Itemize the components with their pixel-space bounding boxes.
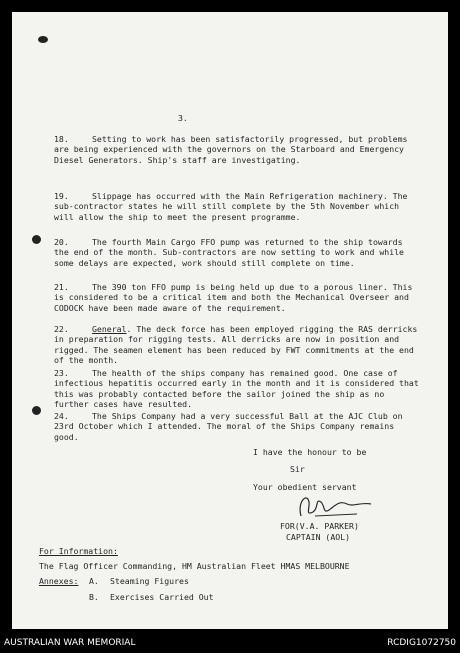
paragraph-text: The fourth Main Cargo FFO pump was returned to the ship towards the end of the month. Sub-contractors are now setting to work and while some delays are expected, work should still complete on time. bbox=[54, 237, 404, 268]
paragraph-22 bbox=[54, 324, 422, 366]
annex-a-letter: A. bbox=[89, 576, 99, 586]
closing-sir: Sir bbox=[290, 464, 305, 474]
paragraph-number: 20. bbox=[54, 237, 69, 247]
information-heading: For Information: bbox=[39, 546, 118, 556]
paragraph-23 bbox=[54, 368, 422, 410]
paragraph-text: . The deck force has been employed rigging the RAS derricks in preparation for rigging tests. All derricks are now in position and rigged. The seamen element has been reduced by FWT commitments at the end of the month. bbox=[54, 324, 418, 366]
footer-bar bbox=[0, 634, 460, 653]
paragraph-19 bbox=[54, 191, 422, 222]
paragraph-21 bbox=[54, 282, 422, 313]
signatory-rank: CAPTAIN (AOL) bbox=[286, 532, 351, 542]
annexes-label: Annexes: bbox=[39, 576, 79, 586]
paragraph-text: Setting to work has been satisfactorily progressed, but problems are being experienced with the governors on the Starboard and Emergency Diesel Generators. Ship's staff are investigating. bbox=[54, 134, 408, 165]
paragraph-number: 23. bbox=[54, 368, 69, 378]
handwritten-signature bbox=[295, 492, 375, 522]
paragraph-text: The health of the ships company has remained good. One case of infectious hepatitis occurred early in the month and it is considered that this was probably contacted before the sailor joined the ship as no further cases have resulted. bbox=[54, 368, 419, 410]
page-number: 3. bbox=[178, 113, 188, 123]
paragraph-number: 19. bbox=[54, 191, 69, 201]
paragraph-heading: General bbox=[92, 324, 127, 334]
paragraph-number: 21. bbox=[54, 282, 69, 292]
paragraph-18 bbox=[54, 134, 422, 165]
paragraph-text: Slippage has occurred with the Main Refrigeration machinery. The sub-contractor states he will still complete by the 5th November which will allow the ship to meet the present programme. bbox=[54, 191, 408, 222]
closing-servant: Your obedient servant bbox=[253, 482, 357, 492]
annex-b-title: Exercises Carried Out bbox=[110, 592, 214, 602]
paragraph-number: 22. bbox=[54, 324, 69, 334]
paragraph-number: 18. bbox=[54, 134, 69, 144]
punch-hole-mark bbox=[32, 406, 41, 415]
signatory-name: FOR(V.A. PARKER) bbox=[280, 521, 359, 531]
punch-hole-mark bbox=[32, 235, 41, 244]
footer-source: AUSTRALIAN WAR MEMORIAL bbox=[4, 638, 136, 648]
paragraph-24 bbox=[54, 411, 422, 442]
footer-reference: RCDIG1072750 bbox=[387, 638, 456, 648]
paragraph-20 bbox=[54, 237, 422, 268]
paragraph-text: The Ships Company had a very successful Ball at the AJC Club on 23rd October which I attended. The moral of the Ships Company remains good. bbox=[54, 411, 403, 442]
document-page bbox=[12, 12, 448, 629]
paragraph-number: 24. bbox=[54, 411, 69, 421]
annex-b-letter: B. bbox=[89, 592, 99, 602]
closing-honour: I have the honour to be bbox=[253, 447, 367, 457]
information-recipient: The Flag Officer Commanding, HM Australian Fleet HMAS MELBOURNE bbox=[39, 561, 350, 571]
paragraph-text: The 390 ton FFO pump is being held up due to a porous liner. This is considered to be a critical item and both the Mechanical Overseer and CODOCK have been made aware of the requirement. bbox=[54, 282, 413, 313]
annex-a-title: Steaming Figures bbox=[110, 576, 189, 586]
ink-blot bbox=[38, 36, 48, 43]
